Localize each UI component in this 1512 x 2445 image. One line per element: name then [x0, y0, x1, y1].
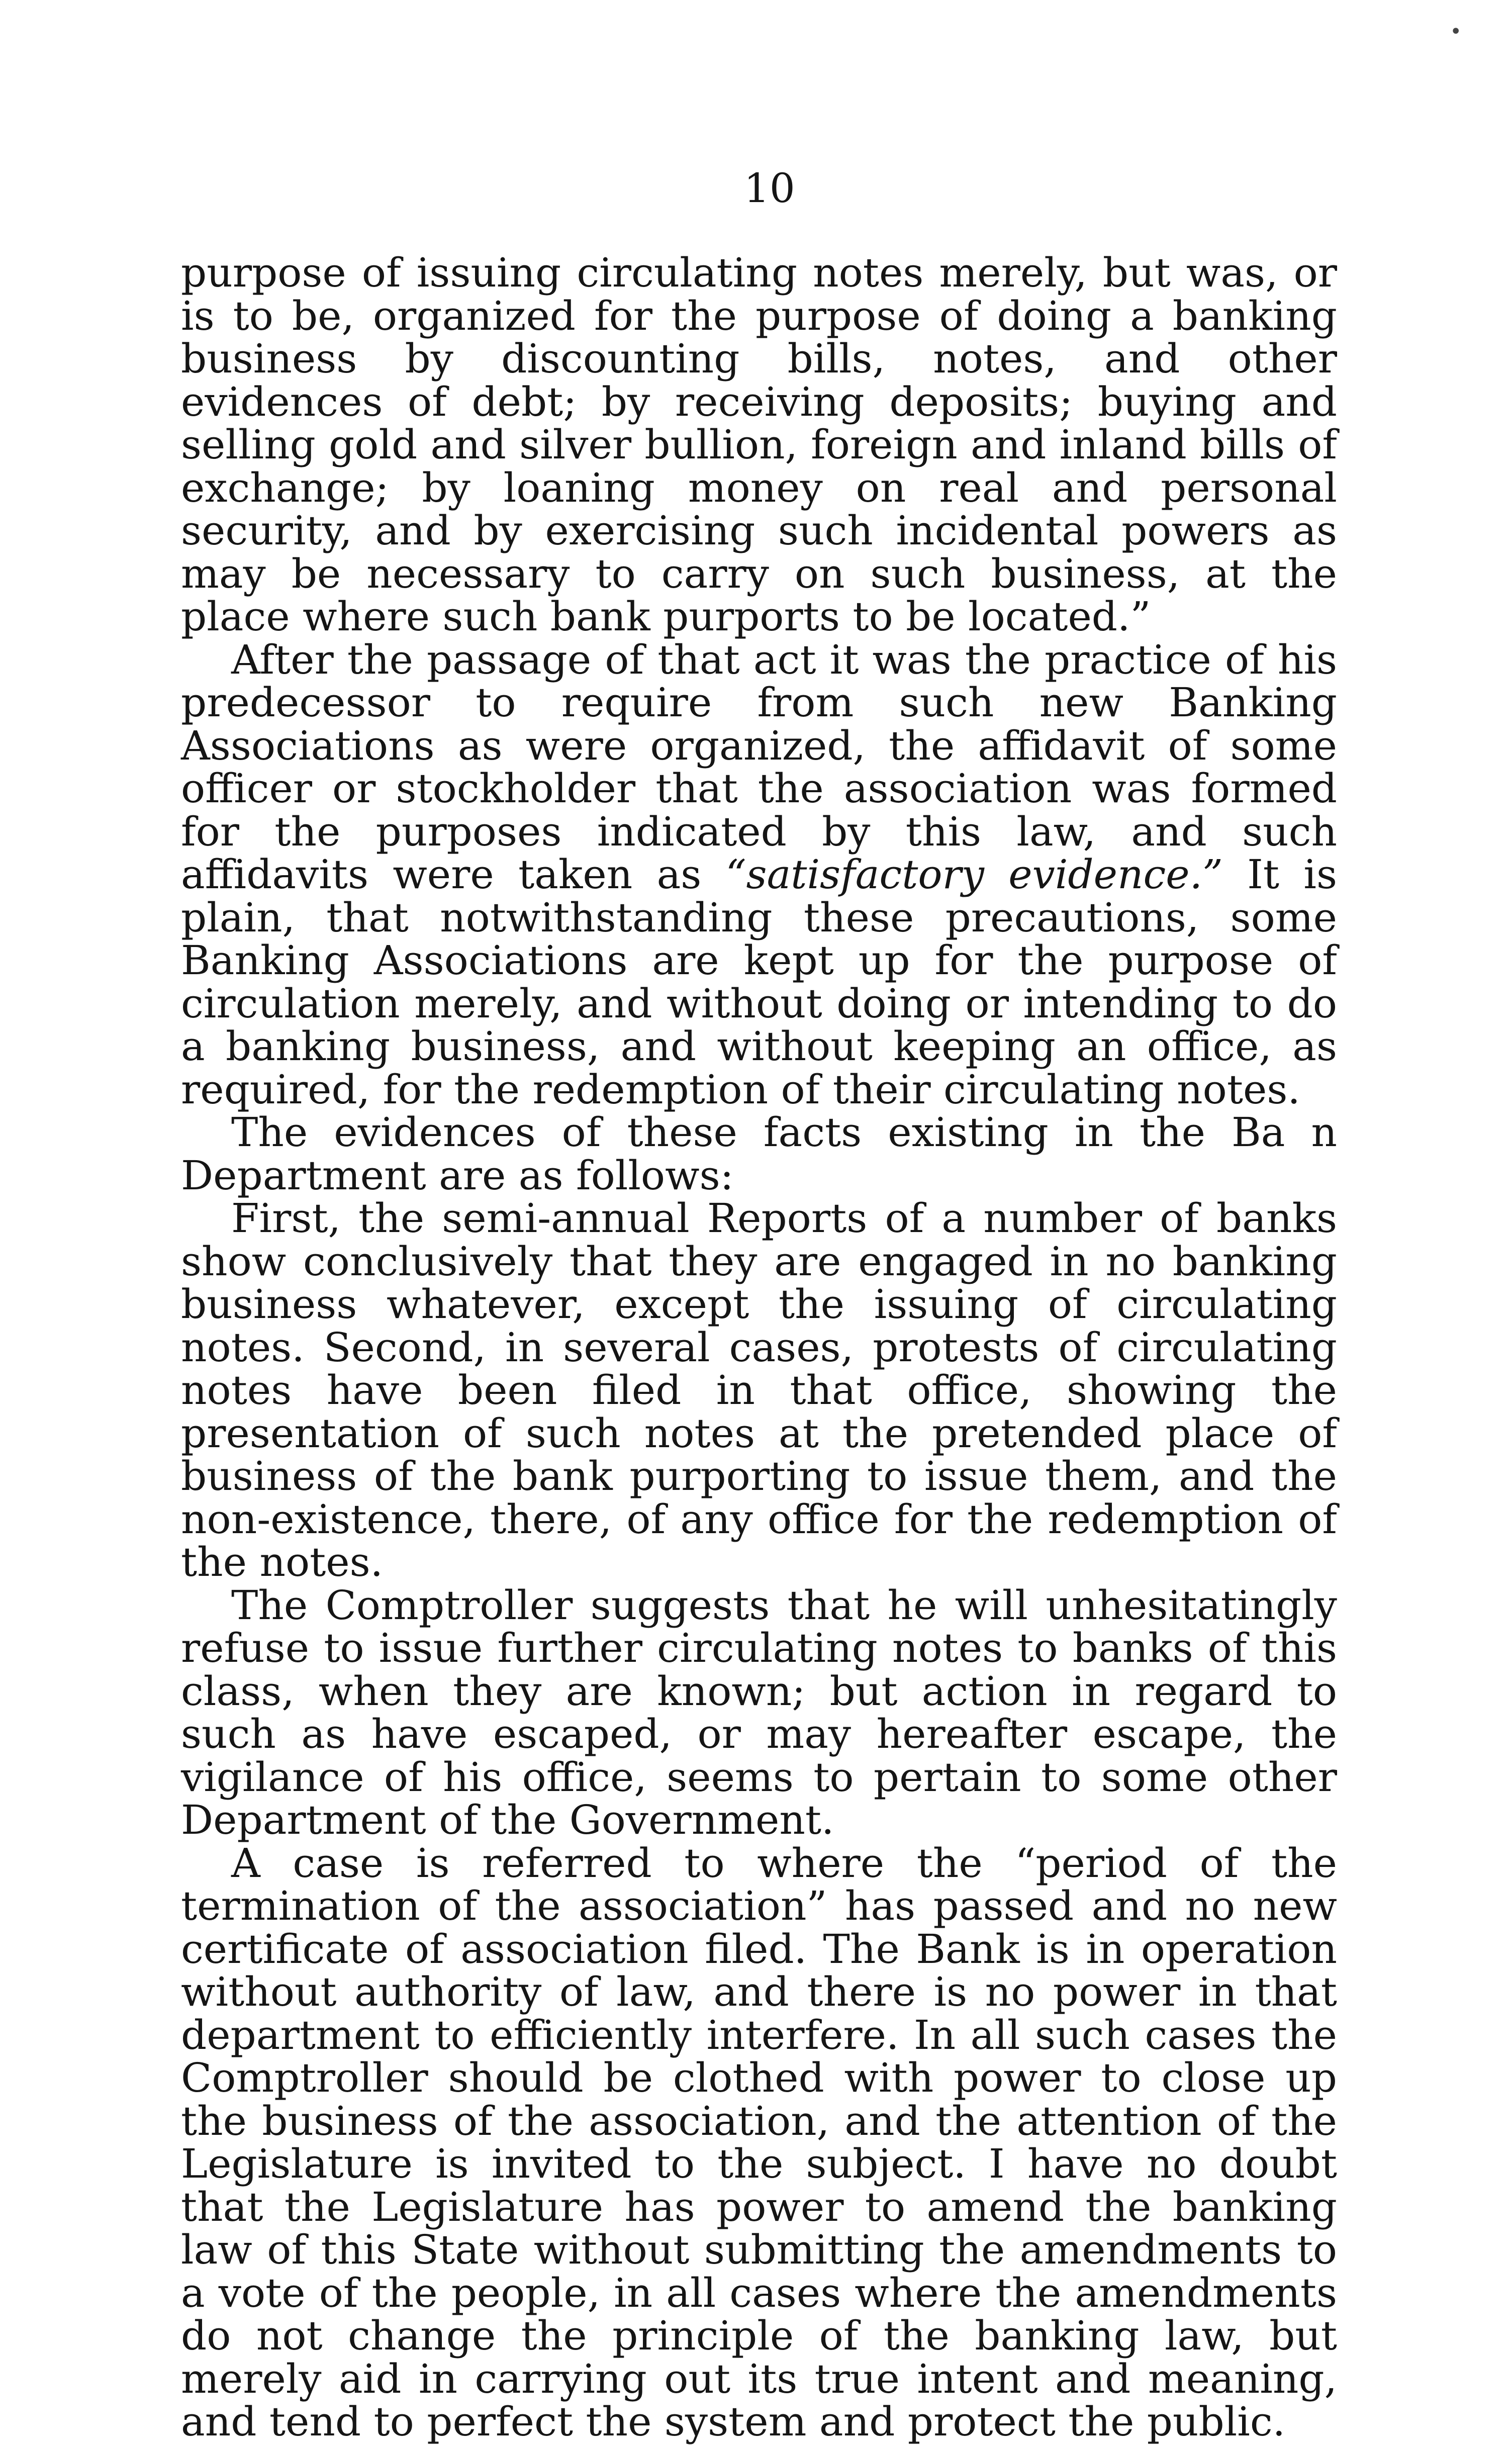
paragraph-practice-after: It is plain, that notwithstanding these precautions, some Banking Associations are kept up for the purpose of circulation merely, and without doing or intending to do a banking business, and without keeping an office, as required, for the redemption of their circulating notes. [181, 851, 1338, 1113]
page-body [181, 251, 1337, 2443]
paragraph-comptroller: The Comptroller suggests that he will unhesitatingly refuse to issue further circulating notes to banks of this class, when they are known; but action in regard to such as have escaped, or may hereafter escape, the vigilance of his office, seems to pertain to some other Department of the Government. [181, 1581, 1337, 1843]
paragraph-continuation: purpose of issuing circulating notes merely, but was, or is to be, organized for the purpose of doing a banking business by discounting bills, notes, and other evidences of debt; by receiving deposits; buying and selling gold and silver bullion, foreign and inland bills of exchange; by loaning money on real and personal security, and by exercising such incidental powers as may be necessary to carry on such business, at the place where such bank purports to be located.” [181, 249, 1337, 640]
paragraph-evidences: The evidences of these facts existing in the Ba n Department are as follows: [181, 1109, 1337, 1199]
paragraph-practice-before: After the passage of that act it was the practice of his predecessor to require from such new Banking Associations as were organized, the affidavit of some officer or stockholder that the association was formed for the purposes indicated by this law, and such affidavits were taken as [181, 636, 1337, 898]
page-number: 10 [744, 165, 795, 212]
paragraph-practice [181, 638, 1337, 1111]
paragraph-case: A case is referred to where the “period of the termination of the association” has passed and no new certificate of association filed. The Bank is in operation without authority of law, and there is no power in that department to efficiently interfere. In all such cases the Comptroller should be clothed with power to close up the business of the association, and the attention of the Legislature is invited to the subject. I have no doubt that the Legislature has power to amend the banking law of this State without submitting the amendments to a vote of the people, in all cases where the amendments do not change the principle of the banking law, but merely aid in carrying out its true intent and meaning, and tend to perfect the system and protect the public. [181, 1839, 1337, 2445]
satisfactory-evidence-quote: “satisfactory evidence.” [725, 851, 1223, 898]
stray-mark: • [1450, 20, 1462, 43]
paragraph-first-second: First, the semi-annual Reports of a number of banks show conclusively that they are engaged in no banking business whatever, except the issuing of circulating notes. Second, in several cases, protests of circulating notes have been filed in that office, showing the presentation of such notes at the pretended place of business of the bank purporting to issue them, and the non-existence, there, of any office for the redemption of the notes. [181, 1195, 1337, 1585]
